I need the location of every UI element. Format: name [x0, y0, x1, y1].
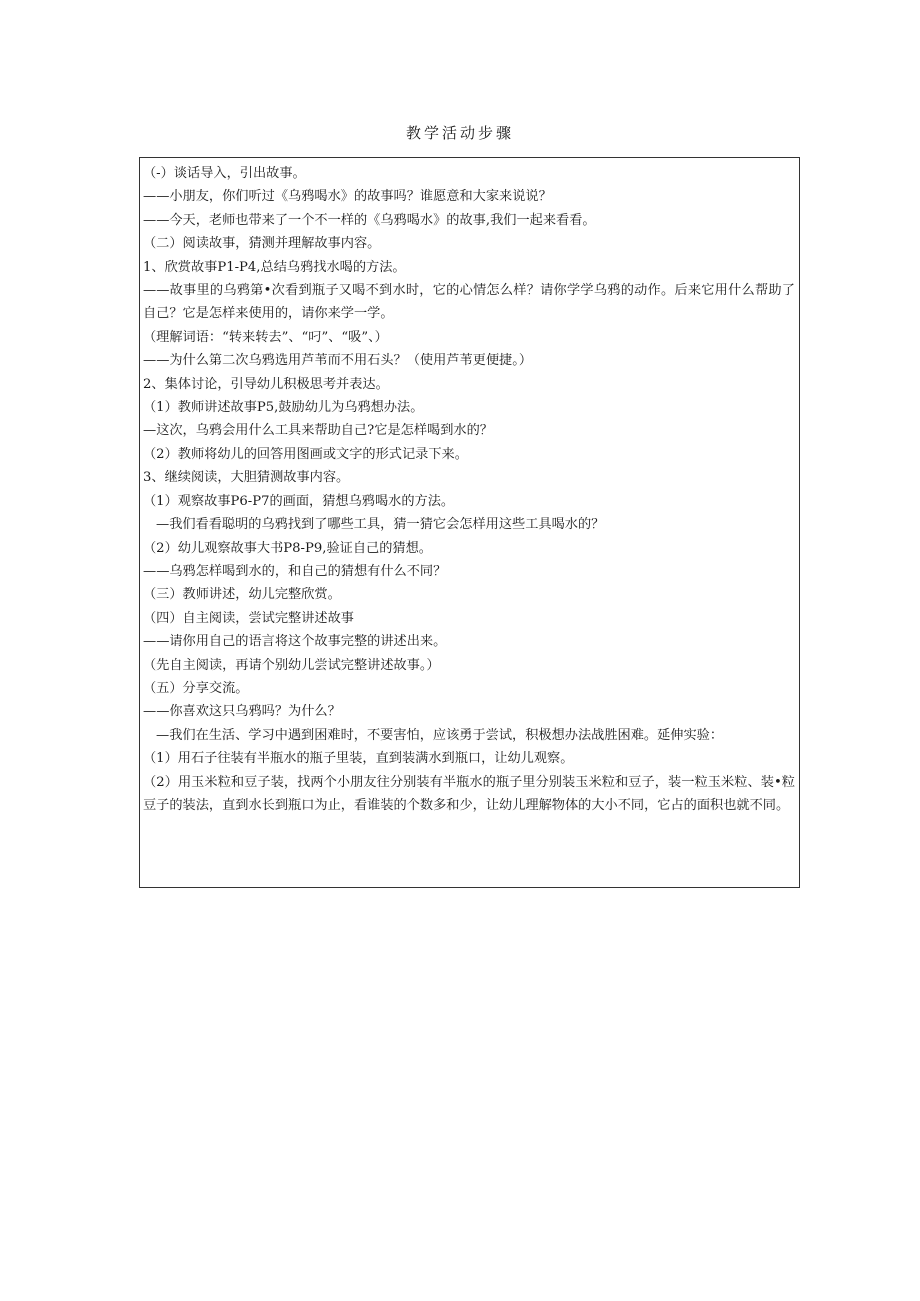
dialogue-paragraph: ——故事里的乌鸦第•次看到瓶子又喝不到水时，它的心情怎么样？请你学学乌鸦的动作。后来它用什么帮助了自己？它是怎样来使用的，请你来学一学。 [143, 283, 795, 322]
vocabulary-note: （理解词语：“转来转去”、“叼”、“吸”、） [143, 329, 388, 345]
dialogue-line: ——乌鸦怎样喝到水的，和自己的猜想有什么不同？ [143, 563, 447, 579]
dialogue-line: ——你喜欢这只乌鸦吗？为什么？ [143, 704, 341, 720]
sub-step: （2）幼儿观察故事大书P8-P9,验证自己的猜想。 [143, 540, 432, 556]
section-heading-1: （-）谈话导入，引出故事。 [143, 166, 306, 181]
sub-step: （2）教师将幼儿的回答用图画或文字的形式记录下来。 [143, 446, 468, 462]
sub-step: （1）观察故事P6-P7的画面，猜想乌鸦喝水的方法。 [143, 493, 455, 509]
activity-steps-table [139, 157, 800, 888]
summary-paragraph: —我们在生活、学习中遇到困难时，不要害怕，应该勇于尝试，积极想办法战胜困难。延伸实验： [156, 727, 724, 743]
section-heading-2: （二）阅读故事，猜测并理解故事内容。 [143, 236, 381, 252]
section-heading-5: （五）分享交流。 [143, 680, 249, 696]
page-title: 教学活动步骤 [405, 124, 514, 142]
step-heading: 1、欣赏故事P1-P4,总结乌鸦找水喝的方法。 [143, 259, 406, 275]
dialogue-line: ——为什么第二次乌鸦选用芦苇而不用石头？（使用芦苇更便捷。） [143, 353, 533, 369]
note-line: （先自主阅读，再请个别幼儿尝试完整讲述故事。） [143, 657, 440, 673]
section-heading-3: （三）教师讲述，幼儿完整欣赏。 [143, 587, 341, 603]
dialogue-line: —这次，乌鸦会用什么工具来帮助自己?它是怎样喝到水的？ [143, 423, 493, 439]
dialogue-line: —我们看看聪明的乌鸦找到了哪些工具，猜一猜它会怎样用这些工具喝水的？ [156, 517, 605, 533]
section-heading-4: （四）自主阅读，尝试完整讲述故事 [143, 610, 354, 626]
dialogue-line: ——请你用自己的语言将这个故事完整的讲述出来。 [143, 634, 447, 650]
dialogue-line: ——小朋友，你们听过《乌鸦喝水》的故事吗？谁愿意和大家来说说？ [143, 189, 552, 205]
step-heading: 3、继续阅读，大胆猜测故事内容。 [143, 470, 350, 486]
sub-step: （1）教师讲述故事P5,鼓励幼儿为乌鸦想办法。 [143, 400, 424, 416]
experiment-step: （1）用石子往装有半瓶水的瓶子里装，直到装满水到瓶口，让幼儿观察。 [143, 751, 574, 767]
dialogue-line: ——今天，老师也带来了一个不一样的《乌鸦喝水》的故事,我们一起来看看。 [143, 212, 596, 228]
experiment-step: （2）用玉米粒和豆子装，找两个小朋友往分别装有半瓶水的瓶子里分别装玉米粒和豆子，装一粒玉米粒、装•粒豆子的装法，直到水长到瓶口为止，看谁装的个数多和少，让幼儿理解物体的大小不同，它占的面积也就不同。 [143, 774, 795, 813]
step-heading: 2、集体讨论，引导幼儿积极思考并表达。 [143, 376, 389, 392]
